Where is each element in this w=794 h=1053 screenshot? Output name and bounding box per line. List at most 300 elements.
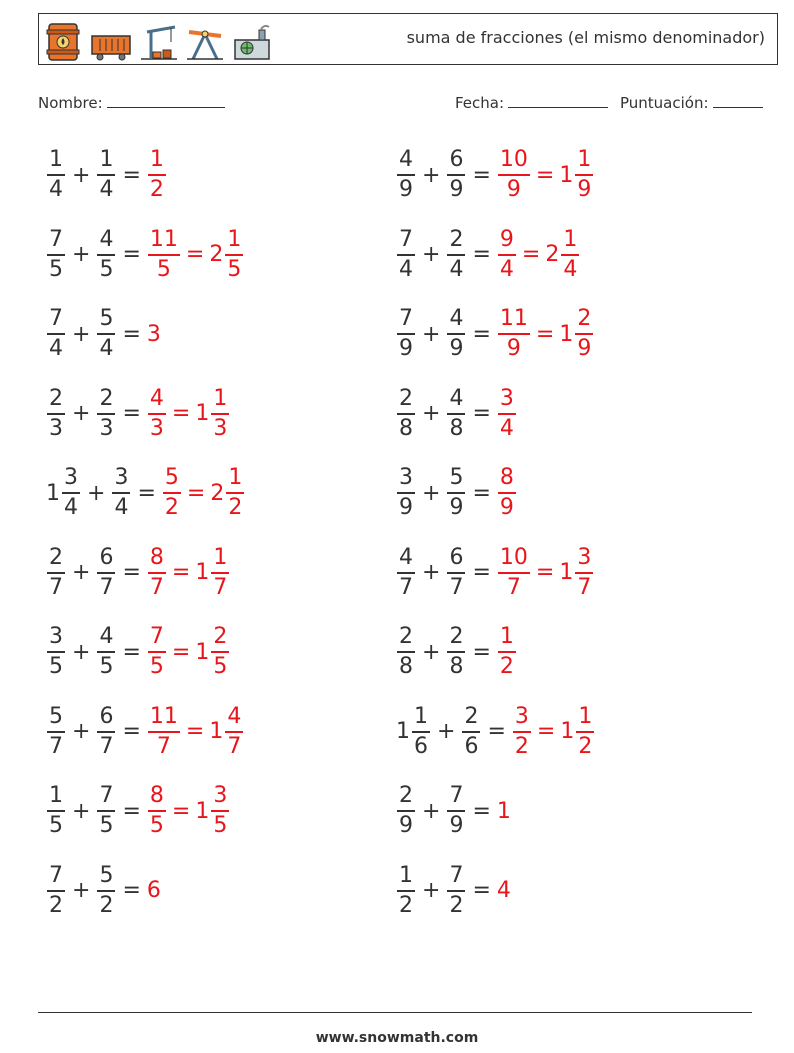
name-label: Nombre: <box>38 94 103 112</box>
answer-numerator: 8 <box>149 544 164 570</box>
date-label: Fecha: <box>455 94 505 112</box>
footer-divider <box>38 1012 752 1013</box>
plus-sign: + <box>437 719 456 744</box>
answer-denominator: 5 <box>149 813 164 838</box>
answer-whole: 1 <box>195 560 210 585</box>
plus-sign: + <box>72 321 91 347</box>
name-blank[interactable] <box>107 93 225 108</box>
answer-whole: 3 <box>146 321 161 347</box>
addend-a-fraction <box>47 703 65 759</box>
equals-sign: = <box>122 719 141 744</box>
plus-sign: + <box>72 639 91 665</box>
worksheet-header <box>38 13 778 65</box>
equals-sign: = <box>122 162 141 188</box>
problem-item <box>396 781 512 841</box>
answer-denominator: 4 <box>499 415 514 441</box>
answer-denominator: 2 <box>514 733 529 759</box>
answer-numerator: 1 <box>563 226 578 252</box>
answer-denominator: 9 <box>499 495 514 520</box>
answer <box>497 149 594 201</box>
answer-fraction <box>498 626 516 678</box>
answer <box>147 226 244 282</box>
addend-a-denominator: 5 <box>49 256 63 282</box>
addend-a-numerator: 1 <box>49 147 63 172</box>
plus-sign: + <box>87 480 106 506</box>
problem-item <box>396 384 517 444</box>
answer-denominator: 2 <box>164 495 179 520</box>
answer-fraction <box>148 385 166 441</box>
answer-whole: 1 <box>195 798 210 824</box>
date-blank[interactable] <box>508 93 608 108</box>
answer-equals-sign: = <box>171 401 191 426</box>
answer-whole: 1 <box>496 798 511 824</box>
equals-sign: = <box>122 401 141 426</box>
answer-numerator: 5 <box>164 465 179 490</box>
addend-a-denominator: 9 <box>399 336 413 361</box>
answer-whole: 1 <box>560 719 575 744</box>
equals-sign: = <box>472 480 491 506</box>
addend-b-denominator: 6 <box>464 733 479 759</box>
answer-denominator: 7 <box>227 733 242 759</box>
answer-denominator: 7 <box>149 574 164 600</box>
answer <box>147 626 230 678</box>
addend-b-denominator: 2 <box>449 892 464 918</box>
addend-a-fraction <box>397 385 415 441</box>
problem-item <box>46 781 230 841</box>
answer-fraction <box>498 308 530 360</box>
addend-b-denominator: 5 <box>99 813 114 838</box>
answer-denominator: 3 <box>213 415 228 441</box>
addend-a-whole: 1 <box>46 480 60 506</box>
answer-denominator: 5 <box>156 256 171 282</box>
answer <box>497 226 580 282</box>
addend-a-denominator: 4 <box>49 177 63 202</box>
answer-fraction <box>513 703 531 759</box>
addend-a-denominator: 8 <box>399 415 413 441</box>
answer-whole: 2 <box>545 242 560 267</box>
addend-b-denominator: 7 <box>99 733 114 759</box>
addend-b-numerator: 7 <box>449 862 464 888</box>
answer-fraction <box>575 149 593 201</box>
answer <box>147 149 167 201</box>
answer-equals-sign: = <box>535 162 555 188</box>
answer-whole: 1 <box>559 321 574 347</box>
answer-numerator: 1 <box>149 147 164 172</box>
answer-fraction <box>498 544 530 600</box>
problem-item <box>46 622 230 682</box>
answer-whole: 6 <box>146 878 161 903</box>
addend-a-numerator: 2 <box>49 385 63 411</box>
answer-whole: 1 <box>209 719 224 744</box>
answer-denominator: 7 <box>156 733 171 759</box>
answer-denominator: 9 <box>506 336 521 361</box>
answer-fraction <box>498 226 516 282</box>
plus-sign: + <box>422 401 441 426</box>
addend-a-fraction <box>47 308 65 360</box>
addend-a-fraction <box>397 544 415 600</box>
problem-item <box>396 622 517 682</box>
answer-numerator: 4 <box>227 703 242 729</box>
addend-b-numerator: 1 <box>99 147 114 172</box>
addend-a-denominator: 4 <box>49 336 63 361</box>
plus-sign: + <box>72 719 91 744</box>
plus-sign: + <box>72 560 91 585</box>
equals-sign: = <box>122 321 141 347</box>
answer-numerator: 10 <box>499 147 528 172</box>
addend-a-fraction <box>397 862 415 918</box>
addend-b-denominator: 4 <box>449 256 464 282</box>
addend-a-numerator: 3 <box>399 465 413 490</box>
addend-a-fraction <box>47 544 65 600</box>
addend-a-fraction <box>397 149 415 201</box>
worksheet-title: suma de fracciones (el mismo denominador) <box>406 28 765 47</box>
score-label: Puntuación: <box>620 94 709 112</box>
answer-fraction <box>148 785 166 837</box>
addend-b-fraction <box>112 467 130 519</box>
equals-sign: = <box>472 560 491 585</box>
addend-a-fraction <box>47 785 65 837</box>
answer-equals-sign: = <box>171 560 191 585</box>
answer <box>497 626 517 678</box>
answer-denominator: 5 <box>149 654 164 679</box>
addend-a-denominator: 7 <box>399 574 413 600</box>
date-field <box>455 93 608 112</box>
addend-a-denominator: 5 <box>49 813 63 838</box>
addend-a-denominator: 4 <box>399 256 413 282</box>
problem-item <box>396 861 512 921</box>
answer-denominator: 9 <box>577 336 592 361</box>
answer-numerator: 1 <box>227 226 242 252</box>
addend-b-denominator: 7 <box>99 574 114 600</box>
addend-a-denominator: 9 <box>399 177 413 202</box>
addend-b-fraction <box>447 626 465 678</box>
answer-equals-sign: = <box>171 639 191 665</box>
answer <box>497 544 594 600</box>
addend-a-denominator: 4 <box>64 495 78 520</box>
answer-numerator: 1 <box>213 544 228 570</box>
addend-b-denominator: 8 <box>449 415 464 441</box>
addend-a-denominator: 6 <box>414 733 428 759</box>
answer-fraction <box>211 385 229 441</box>
addend-a-fraction <box>47 226 65 282</box>
factory-icon <box>231 22 273 62</box>
equals-sign: = <box>472 401 491 426</box>
equals-sign: = <box>472 321 491 347</box>
answer-whole: 2 <box>209 242 224 267</box>
answer-whole: 1 <box>195 401 210 426</box>
addend-b-fraction <box>447 785 465 837</box>
addend-b-numerator: 4 <box>449 385 464 411</box>
addend-b-fraction <box>97 544 115 600</box>
answer-denominator: 2 <box>499 654 514 679</box>
addend-b-denominator: 4 <box>99 336 114 361</box>
addend-b-numerator: 7 <box>99 783 114 808</box>
addend-a-numerator: 7 <box>399 306 413 331</box>
header-icons <box>43 18 273 62</box>
answer <box>147 703 244 759</box>
answer-numerator: 11 <box>149 226 178 252</box>
addend-a-fraction <box>397 226 415 282</box>
addend-a-numerator: 1 <box>414 703 428 729</box>
addend-b-numerator: 6 <box>449 147 464 172</box>
addend-a-fraction <box>62 467 80 519</box>
plus-sign: + <box>422 878 441 903</box>
addend-a-fraction <box>47 862 65 918</box>
answer-numerator: 3 <box>577 544 592 570</box>
answer-fraction <box>148 149 166 201</box>
answer-denominator: 2 <box>578 733 593 759</box>
answer <box>162 467 245 519</box>
addend-a-denominator: 2 <box>49 892 63 918</box>
addend-b-fraction <box>97 703 115 759</box>
addend-a-fraction <box>397 785 415 837</box>
problem-item <box>46 702 244 762</box>
problem-item <box>46 145 167 205</box>
equals-sign: = <box>472 639 491 665</box>
addend-b-numerator: 5 <box>99 862 114 888</box>
addend-a-numerator: 1 <box>399 862 413 888</box>
answer-whole: 1 <box>195 639 210 665</box>
answer-fraction <box>148 226 180 282</box>
answer-equals-sign: = <box>171 798 191 824</box>
addend-a-numerator: 2 <box>399 624 413 649</box>
plus-sign: + <box>72 401 91 426</box>
addend-b-fraction <box>447 862 465 918</box>
answer-equals-sign: = <box>185 719 205 744</box>
equals-sign: = <box>472 878 491 903</box>
equals-sign: = <box>137 480 156 506</box>
answer-numerator: 8 <box>499 465 514 490</box>
answer-numerator: 7 <box>149 624 164 649</box>
addend-b-fraction <box>97 862 115 918</box>
answer-fraction <box>498 467 516 519</box>
answer-denominator: 2 <box>149 177 164 202</box>
addend-b-fraction <box>97 149 115 201</box>
plus-sign: + <box>422 639 441 665</box>
answer-equals-sign: = <box>185 242 205 267</box>
plus-sign: + <box>422 321 441 347</box>
addend-a-numerator: 7 <box>49 306 63 331</box>
answer <box>497 467 517 519</box>
answer-denominator: 5 <box>213 654 228 679</box>
answer-denominator: 5 <box>213 813 228 838</box>
addend-a-denominator: 8 <box>399 654 413 679</box>
answer <box>147 544 230 600</box>
equals-sign: = <box>487 719 506 744</box>
addend-a-numerator: 2 <box>49 544 63 570</box>
problem-item <box>396 145 594 205</box>
addend-b-fraction <box>97 226 115 282</box>
addend-b-denominator: 9 <box>449 495 464 520</box>
answer-numerator: 1 <box>577 147 592 172</box>
addend-a-denominator: 7 <box>49 733 63 759</box>
answer-denominator: 2 <box>228 495 243 520</box>
answer-fraction <box>575 544 593 600</box>
answer-numerator: 2 <box>577 306 592 331</box>
addend-b-fraction <box>97 626 115 678</box>
answer-numerator: 3 <box>213 783 228 808</box>
name-field <box>38 93 225 112</box>
plus-sign: + <box>422 480 441 506</box>
problem-item <box>396 304 594 364</box>
answer-numerator: 1 <box>578 703 593 729</box>
answer-denominator: 4 <box>499 256 514 282</box>
answer-fraction <box>211 544 229 600</box>
equals-sign: = <box>122 878 141 903</box>
answer-fraction <box>561 226 579 282</box>
equals-sign: = <box>122 798 141 824</box>
answer <box>497 878 512 903</box>
answer <box>497 308 594 360</box>
crane-icon <box>139 22 179 62</box>
addend-b-numerator: 6 <box>99 544 114 570</box>
addend-a-fraction <box>397 626 415 678</box>
answer-denominator: 7 <box>577 574 592 600</box>
answer <box>147 322 162 347</box>
addend-b-denominator: 3 <box>99 415 114 441</box>
plus-sign: + <box>72 878 91 903</box>
oil-barrel-icon <box>43 22 83 62</box>
addend-a-numerator: 4 <box>399 544 413 570</box>
problem-item <box>46 463 245 523</box>
footer-url: www.snowmath.com <box>315 1030 479 1046</box>
plus-sign: + <box>72 798 91 824</box>
answer <box>497 385 517 441</box>
answer-whole: 2 <box>210 480 225 506</box>
addend-b-numerator: 2 <box>464 703 479 729</box>
plus-sign: + <box>422 242 441 267</box>
addend-b-fraction <box>97 385 115 441</box>
addend-a-denominator: 5 <box>49 654 63 679</box>
answer-denominator: 9 <box>506 177 521 202</box>
answer-numerator: 1 <box>228 465 243 490</box>
addend-b-numerator: 6 <box>99 703 114 729</box>
plus-sign: + <box>422 560 441 585</box>
equals-sign: = <box>472 162 491 188</box>
answer-numerator: 10 <box>499 544 528 570</box>
answer-numerator: 9 <box>499 226 514 252</box>
answer <box>147 878 162 903</box>
addend-b-denominator: 9 <box>449 336 464 361</box>
answer-numerator: 3 <box>514 703 529 729</box>
equals-sign: = <box>122 560 141 585</box>
addend-b-fraction <box>462 703 480 759</box>
addend-b-denominator: 4 <box>99 177 114 202</box>
problem-item <box>396 225 580 285</box>
answer-fraction <box>498 149 530 201</box>
addend-a-denominator: 3 <box>49 415 63 441</box>
answer-denominator: 5 <box>227 256 242 282</box>
addend-a-numerator: 2 <box>399 385 413 411</box>
answer-numerator: 3 <box>499 385 514 411</box>
addend-a-denominator: 9 <box>399 813 413 838</box>
answer <box>497 799 512 824</box>
problem-item <box>396 702 595 762</box>
addend-a-numerator: 2 <box>399 783 413 808</box>
addend-b-denominator: 7 <box>449 574 464 600</box>
answer-fraction <box>211 785 229 837</box>
equals-sign: = <box>472 242 491 267</box>
addend-b-numerator: 4 <box>449 306 464 331</box>
answer-denominator: 4 <box>563 256 578 282</box>
addend-b-denominator: 2 <box>99 892 114 918</box>
answer-numerator: 1 <box>213 385 228 411</box>
addend-b-numerator: 2 <box>449 226 464 252</box>
answer-fraction <box>226 467 244 519</box>
addend-b-fraction <box>447 385 465 441</box>
answer-fraction <box>225 703 243 759</box>
addend-a-numerator: 1 <box>49 783 63 808</box>
answer-fraction <box>576 703 594 759</box>
addend-b-fraction <box>447 544 465 600</box>
freight-wagon-icon <box>89 32 133 62</box>
answer-equals-sign: = <box>536 719 556 744</box>
score-blank[interactable] <box>713 93 763 108</box>
answer-fraction <box>148 703 180 759</box>
addend-b-fraction <box>447 467 465 519</box>
problem-item <box>46 861 162 921</box>
addend-b-fraction <box>97 308 115 360</box>
addend-a-whole: 1 <box>396 719 410 744</box>
plus-sign: + <box>72 162 91 188</box>
answer <box>512 703 595 759</box>
plus-sign: + <box>422 162 441 188</box>
problem-item <box>46 543 230 603</box>
answer-fraction <box>211 626 229 678</box>
answer-whole: 4 <box>496 878 511 903</box>
addend-b-numerator: 3 <box>114 465 129 490</box>
addend-b-fraction <box>447 149 465 201</box>
answer-equals-sign: = <box>186 480 206 506</box>
answer-denominator: 7 <box>213 574 228 600</box>
plus-sign: + <box>72 242 91 267</box>
addend-a-numerator: 7 <box>49 862 63 888</box>
problem-item <box>46 225 244 285</box>
addend-a-fraction <box>47 626 65 678</box>
answer-equals-sign: = <box>521 242 541 267</box>
answer-fraction <box>498 385 516 441</box>
addend-a-denominator: 9 <box>399 495 413 520</box>
addend-a-fraction <box>397 467 415 519</box>
answer-fraction <box>148 544 166 600</box>
answer-denominator: 7 <box>506 574 521 600</box>
equals-sign: = <box>122 639 141 665</box>
addend-a-numerator: 7 <box>399 226 413 252</box>
addend-a-denominator: 7 <box>49 574 63 600</box>
problem-item <box>46 384 230 444</box>
addend-a-numerator: 5 <box>49 703 63 729</box>
equals-sign: = <box>472 798 491 824</box>
answer-numerator: 8 <box>149 783 164 808</box>
answer-fraction <box>575 308 593 360</box>
problem-item <box>396 543 594 603</box>
answer-denominator: 3 <box>149 415 164 441</box>
answer <box>147 385 230 441</box>
answer-equals-sign: = <box>535 560 555 585</box>
addend-a-fraction <box>397 308 415 360</box>
addend-a-numerator: 4 <box>399 147 413 172</box>
addend-b-numerator: 4 <box>99 226 114 252</box>
addend-b-fraction <box>97 785 115 837</box>
addend-a-numerator: 3 <box>64 465 78 490</box>
addend-b-denominator: 5 <box>99 654 114 679</box>
addend-b-denominator: 5 <box>99 256 114 282</box>
addend-b-denominator: 9 <box>449 813 464 838</box>
addend-b-numerator: 2 <box>99 385 114 411</box>
problem-item <box>396 463 517 523</box>
addend-b-denominator: 8 <box>449 654 464 679</box>
addend-b-numerator: 7 <box>449 783 464 808</box>
